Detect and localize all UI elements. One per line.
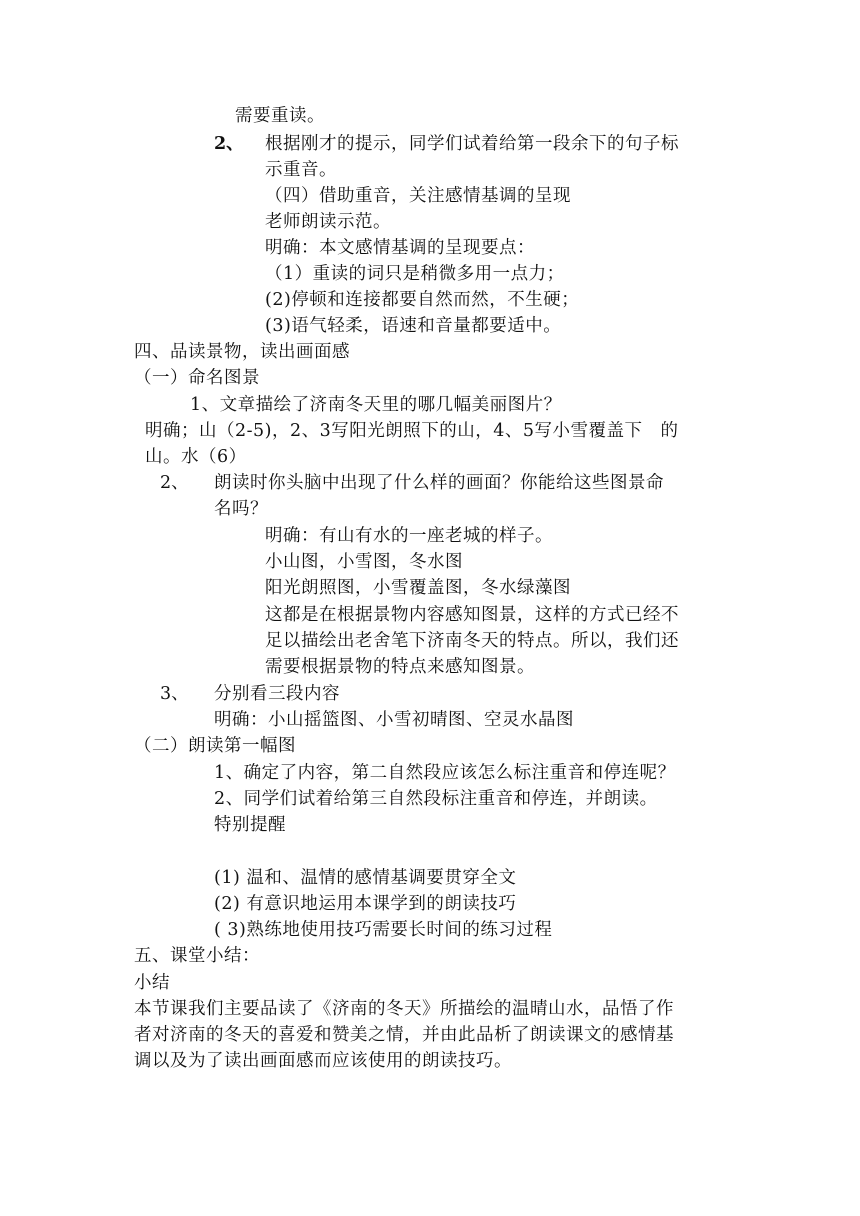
text-line: 明确：小山摇篮图、小雪初晴图、空灵水晶图 bbox=[214, 710, 574, 730]
paragraph-line: 调以及为了读出画面感而应该使用的朗读技巧。 bbox=[134, 1051, 512, 1071]
text-line: 这都是在根据景物内容感知图景，这样的方式已经不 bbox=[265, 605, 679, 625]
text-line: 山。水（6） bbox=[145, 447, 247, 467]
subsection-heading: （二）朗读第一幅图 bbox=[134, 736, 296, 756]
text-line: 1、文章描绘了济南冬天里的哪几幅美丽图片？ bbox=[190, 395, 562, 415]
text-line: 需要根据景物的特点来感知图景。 bbox=[265, 657, 535, 677]
section-heading: 五、课堂小结： bbox=[134, 946, 260, 966]
list-number: 2、 bbox=[214, 134, 244, 154]
text-line: 足以描绘出老舍笔下济南冬天的特点。所以，我们还 bbox=[265, 631, 679, 651]
text-line: 分别看三段内容 bbox=[214, 684, 340, 704]
text-line: (2)停顿和连接都要自然而然，不生硬； bbox=[265, 290, 580, 310]
section-heading: 四、品读景物，读出画面感 bbox=[134, 342, 350, 362]
text-line: 1、确定了内容，第二自然段应该怎么标注重音和停连呢？ bbox=[214, 763, 676, 783]
text-line: 根据刚才的提示，同学们试着给第一段余下的句子标 bbox=[265, 134, 679, 154]
text-line: 小山图，小雪图，冬水图 bbox=[265, 552, 463, 572]
paragraph-line: 本节课我们主要品读了《济南的冬天》所描绘的温晴山水，品悟了作 bbox=[134, 999, 674, 1019]
text-line: ( 3)熟练地使用技巧需要长时间的练习过程 bbox=[214, 920, 553, 940]
text-line: 老师朗读示范。 bbox=[265, 212, 391, 232]
text-line: 示重音。 bbox=[265, 160, 337, 180]
text-line: (2) 有意识地运用本课学到的朗读技巧 bbox=[214, 894, 517, 914]
text-line: 小结 bbox=[134, 973, 170, 993]
text-line: 名吗？ bbox=[214, 499, 268, 519]
text-line: (1) 温和、温情的感情基调要贯穿全文 bbox=[214, 868, 517, 888]
text-line: （四）借助重音，关注感情基调的呈现 bbox=[265, 186, 571, 206]
text-line: 阳光朗照图，小雪覆盖图，冬水绿藻图 bbox=[265, 578, 571, 598]
text-line: 特别提醒 bbox=[214, 815, 286, 835]
subsection-heading: （一）命名图景 bbox=[134, 368, 260, 388]
list-number: 3、 bbox=[160, 684, 189, 704]
text-line: 明确：有山有水的一座老城的样子。 bbox=[265, 526, 553, 546]
list-number: 2、 bbox=[160, 473, 189, 493]
text-line: (3)语气轻柔，语速和音量都要适中。 bbox=[265, 316, 562, 336]
text-line: 明确；山（2-5)，2、3写阳光朗照下的山，4、5写小雪覆盖下 的 bbox=[145, 421, 679, 441]
text-line: （1）重读的词只是稍微多用一点力； bbox=[265, 264, 565, 284]
text-line: 2、同学们试着给第三自然段标注重音和停连，并朗读。 bbox=[214, 789, 658, 809]
text-line: 朗读时你头脑中出现了什么样的画面？你能给这些图景命 bbox=[214, 473, 664, 493]
text-line: 明确：本文感情基调的呈现要点： bbox=[265, 238, 535, 258]
paragraph-line: 者对济南的冬天的喜爱和赞美之情，并由此品析了朗读课文的感情基 bbox=[134, 1025, 674, 1045]
text-line: 需要重读。 bbox=[235, 106, 325, 126]
